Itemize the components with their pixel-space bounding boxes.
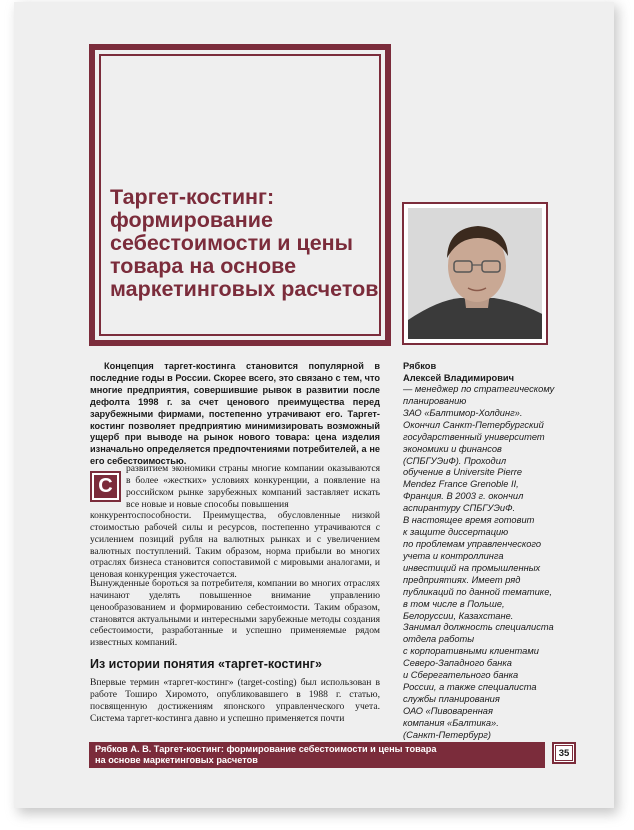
body-paragraph-1-start: развитием экономики страны многие компании оказываются в более «жестких» условиях конкуренции, а появление на российском рынке зарубежных компаний заставляет искать все новые и новые способы повышения [126, 463, 380, 510]
author-name: Рябков Алексей Владимирович [403, 361, 515, 383]
page-number-box [552, 742, 576, 764]
article-lead: Концепция таргет-костинга становится популярной в последние годы в России. Скорее всего, это связано с тем, что многие предприятия, совершившие рывок в развитии после дефолта 1998 г. за счет ценового преимущества перед зарубежными фирмами, постепенно утрачивают его. Таргет-костинг позволяет предприятию минимизировать возможный ущерб при выводе на рынок нового товара: цена изделия изначально определяется предпочтениями потребителей, а не его себестоимостью. [90, 361, 380, 467]
body-paragraph-2: Вынужденные бороться за потребителя, компании во многих отраслях начинают уделять повышенное внимание управлению ценообразованием и формированию себестоимости. Таким образом, становятся актуальными и интересными зарубежные методы создания себестоимости, разработанные и успешно применяемые рядом известных компаний. [90, 578, 380, 649]
author-portrait-icon [408, 208, 542, 339]
body-paragraph-1-rest: конкурентоспособности. Преимущества, обусловленные низкой стоимостью рабочей силы и ресурсов, постепенно утрачиваются с усилением позиций рубля на валютных рынках и с увеличением валютных поступлений. Таким образом, норма прибыли во многих отраслях бизнеса становится сопоставимой с мировыми аналогами, и ценовая конкуренция ужесточается. [90, 510, 380, 581]
author-bio: — менеджер по стратегическому планированию ЗАО «Балтимор-Холдинг». Окончил Санкт-Петербургский государственный университет экономики и финансов (СПБГУЭиФ). Проходил обучение в Universite Pierre Mendez France Grenoble II, Франция. В 2003 г. окончил аспирантуру СПБГУЭиФ. В настоящее время готовит к защите диссертацию по проблемам управленческого учета и контроллинга инвестиций на промышленных предприятиях. Имеет ряд публикаций по данной тематике, в том числе в Польше, Белоруссии, Казахстане. Занимал должность специалиста отдела работы с корпоративными клиентами Северо-Западного банка и Сберегательного банка России, а также специалиста службы планирования ОАО «Пивоваренная компания «Балтика». (Санкт-Петербург) [403, 384, 555, 740]
dropcap [90, 471, 121, 502]
author-photo-frame [402, 202, 548, 345]
article-title: Таргет-костинг: формирование себестоимости и цены товара на основе маркетинговых расчетов [110, 185, 379, 301]
author-photo [408, 208, 542, 339]
dropcap-letter: С [94, 475, 117, 498]
running-footer: Рябков А. В. Таргет-костинг: формирование себестоимости и цены товара на основе маркетинговых расчетов [89, 742, 545, 768]
section-heading: Из истории понятия «таргет-костинг» [90, 657, 322, 671]
body-paragraph-3: Впервые термин «таргет-костинг» (target-costing) был использован в работе Тоширо Хиромото, опубликовавшего в 1988 г. статью, посвященную достижениям японского управленческого учета. Система таргет-костинга давно и успешно применяется почти [90, 677, 380, 724]
page-number: 35 [555, 745, 573, 761]
